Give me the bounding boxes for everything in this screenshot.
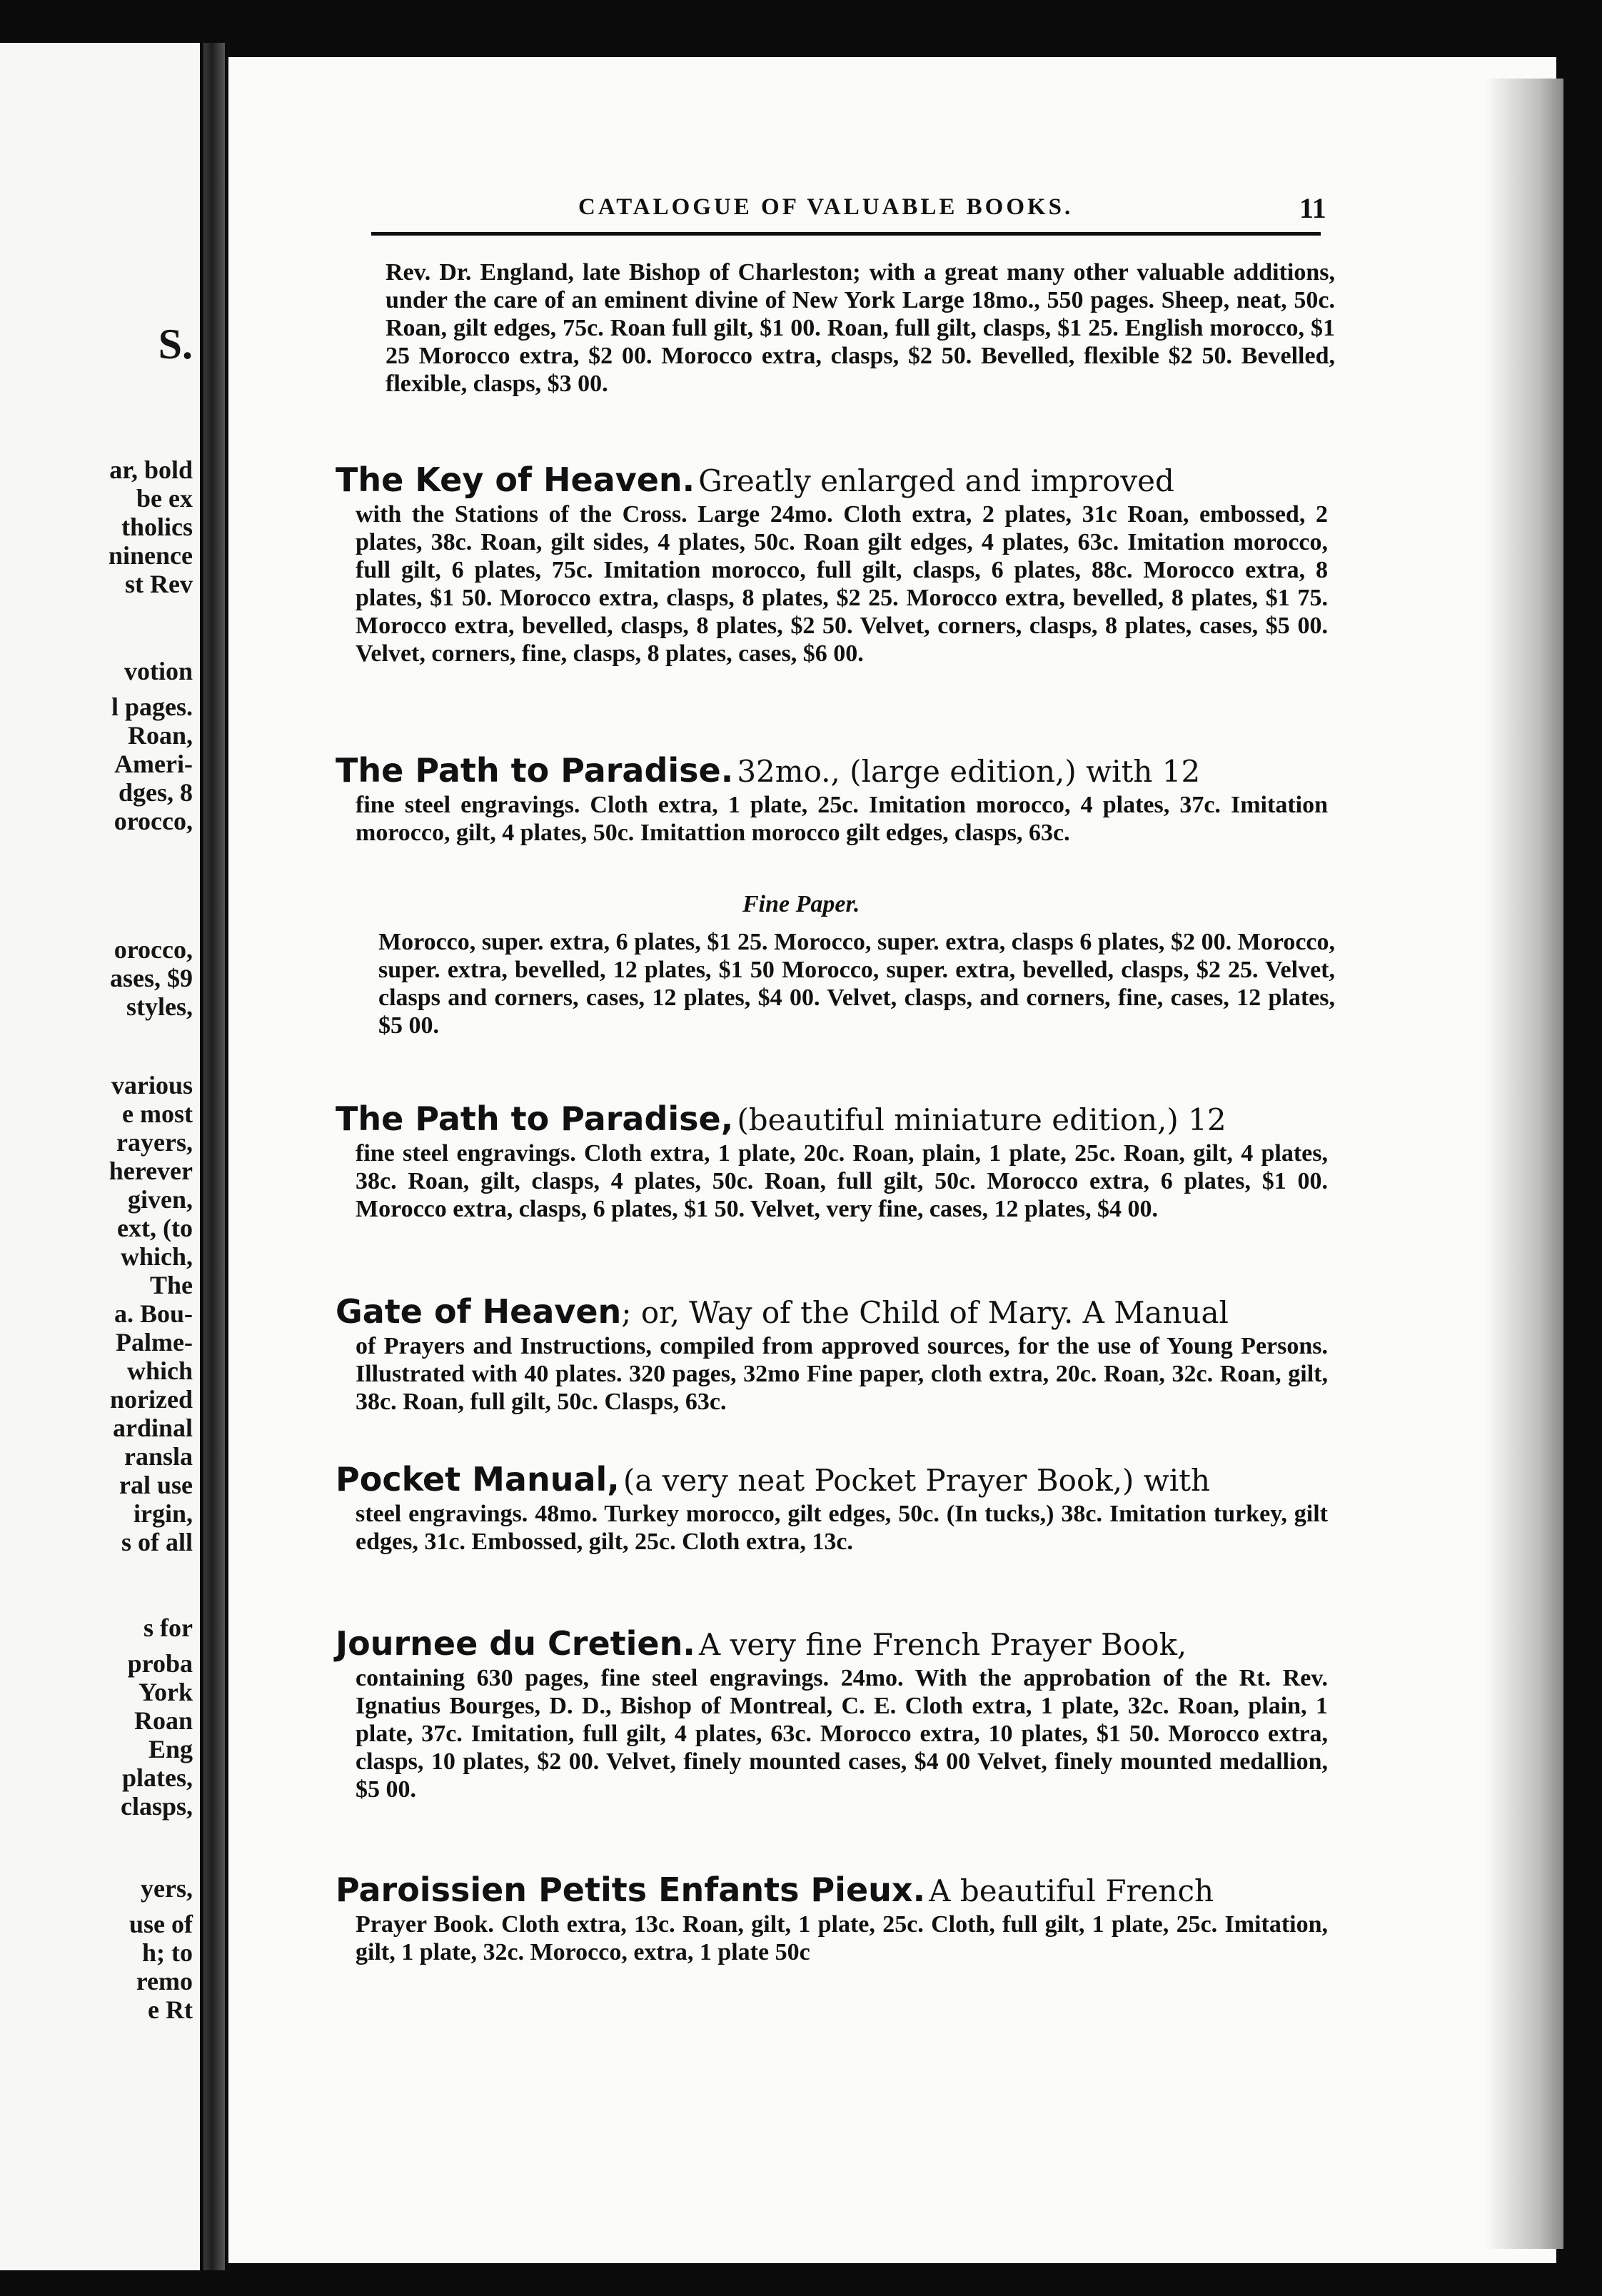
left-fragment: st Rev (125, 570, 193, 598)
left-fragment: ral use (119, 1471, 193, 1499)
entry-description: steel engravings. 48mo. Turkey morocco, gilt edges, 50c. (In tucks,) 38c. Imitation turkey, gilt edges, 31c. Embossed, gilt, 25c. Cloth extra, 13c. (356, 1501, 1328, 1555)
left-fragment: l pages. (111, 693, 193, 721)
catalogue-entry (336, 460, 1328, 668)
entry-description: with the Stations of the Cross. Large 24mo. Cloth extra, 2 plates, 31c Roan, embossed, 2 plates, 38c. Roan, gilt sides, 4 plates, 50c. Roan gilt edges, 4 plates, 63c. Imitation morocco, full gilt, 6 plates, 75c. Imitation morocco, full gilt, clasps, 6 plates, 88c. Morocco extra, 8 plates, $1 50. Morocco extra, clasps, 8 plates, $2 25. Morocco extra, bevelled, 8 plates, $1 75. Morocco extra, bevelled, clasps, 8 plates, $2 50. Velvet, corners, clasps, 8 plates, cases, $5 00. Velvet, corners, fine, clasps, 8 plates, cases, $6 00. (356, 501, 1328, 667)
left-fragment: The (149, 1271, 193, 1299)
left-fragment: remo (136, 1967, 193, 1995)
left-fragment: which, (120, 1242, 193, 1271)
entry-description: containing 630 pages, fine steel engravings. 24mo. With the approbation of the Rt. Rev. Ignatius Bourges, D. D., Bishop of Montreal, C. E. Cloth extra, 1 plate, 32c. Roan, plain, 1 plate, 37c. Imitation, full gilt, 4 plates, 63c. Morocco extra, 10 plates, $1 50. Morocco extra, clasps, 10 plates, $2 00. Velvet, finely mounted cases, $4 00 Velvet, finely mounted medallion, $5 00. (356, 1665, 1328, 1803)
left-fragment: a. Bou- (114, 1299, 193, 1328)
left-fragment: orocco, (114, 807, 193, 835)
left-fragment: Roan (134, 1706, 193, 1735)
entry-lead: A very fine French Prayer Book, (698, 1627, 1187, 1662)
book-spine (203, 43, 225, 2270)
entry-lead: (beautiful miniature edition,) 12 (737, 1102, 1226, 1137)
left-fragment: herever (109, 1157, 193, 1185)
left-fragment: s of all (121, 1528, 193, 1556)
continuation-text: Rev. Dr. England, late Bishop of Charleston; with a great many other valuable additions, under the care of an eminent divine of New York Large 18mo., 550 pages. Sheep, neat, 50c. Roan, gilt edges, 75c. Roan full gilt, $1 00. Roan, full gilt, clasps, $1 25. English morocco, $1 25 Morocco extra, $2 00. Morocco extra, clasps, $2 50. Bevelled, flexible $2 50. Bevelled, flexible, clasps, $3 00. (386, 259, 1335, 397)
entry-description: fine steel engravings. Cloth extra, 1 plate, 20c. Roan, plain, 1 plate, 25c. Roan, gilt, 4 plates, 38c. Roan, gilt, clasps, 4 plates, 50c. Roan, full gilt, 50c. Morocco extra, 6 plates, $1 00. Morocco extra, clasps, 6 plates, $1 50. Velvet, very fine, cases, 12 plates, $4 00. (356, 1140, 1328, 1222)
left-fragment: which (126, 1356, 193, 1385)
page-header: CATALOGUE OF VALUABLE BOOKS. (578, 194, 1074, 220)
left-fragment: e most (122, 1099, 193, 1128)
left-fragment: Roan, (127, 721, 193, 750)
entry-description: fine steel engravings. Cloth extra, 1 plate, 25c. Imitation morocco, 4 plates, 37c. Imitation morocco, gilt, 4 plates, 50c. Imitattion morocco gilt edges, clasps, 63c. (356, 792, 1328, 846)
left-fragment: rayers, (116, 1128, 193, 1157)
left-fragment: Palme- (116, 1328, 193, 1356)
left-fragment: yers, (141, 1874, 193, 1903)
left-fragment: norized (110, 1385, 193, 1414)
entry-lead: 32mo., (large edition,) with 12 (737, 754, 1201, 789)
left-fragment: be ex (136, 484, 193, 513)
catalogue-entry (336, 1099, 1328, 1223)
left-fragment: use of (129, 1910, 193, 1938)
entry-title: Paroissien Petits Enfants Pieux. (336, 1870, 926, 1909)
left-fragment: h; to (142, 1938, 193, 1967)
left-fragment: ext, (to (117, 1214, 193, 1242)
fine-paper-heading: Fine Paper. (742, 891, 860, 917)
left-page (0, 43, 200, 2270)
left-fragment: s for (143, 1613, 193, 1642)
entry-lead: ; or, Way of the Child of Mary. A Manual (621, 1295, 1229, 1330)
left-fragment: S. (158, 321, 193, 368)
left-fragment: e Rt (148, 1995, 193, 2024)
left-fragment: York (138, 1678, 193, 1706)
catalogue-entry (336, 1460, 1328, 1556)
entry-title: The Key of Heaven. (336, 460, 695, 499)
entry-lead: (a very neat Pocket Prayer Book,) with (623, 1463, 1211, 1498)
left-fragment: various (111, 1071, 193, 1099)
entry-title: Pocket Manual, (336, 1460, 620, 1499)
left-fragment: proba (127, 1649, 193, 1678)
left-fragment: votion (124, 657, 193, 685)
catalogue-entry (336, 1870, 1328, 1966)
entry-title: Gate of Heaven (336, 1292, 622, 1331)
catalogue-entry (336, 1624, 1328, 1803)
left-fragment: irgin, (133, 1499, 193, 1528)
left-fragment: ardinal (112, 1414, 193, 1442)
page-edge (1485, 79, 1563, 2249)
left-fragment: Ameri- (114, 750, 193, 778)
entry-lead: A beautiful French (929, 1873, 1214, 1908)
left-fragment: orocco, (114, 935, 193, 964)
catalogue-entry (336, 751, 1328, 847)
left-fragment: ninence (108, 541, 193, 570)
page-number: 11 (1299, 192, 1326, 224)
catalogue-entry (336, 1292, 1328, 1416)
entry-title: Journee du Cretien. (336, 1624, 695, 1663)
left-fragment: ases, $9 (110, 964, 193, 992)
left-fragment: ar, bold (109, 455, 193, 484)
header-rule (371, 232, 1321, 236)
entry-title: The Path to Paradise. (336, 751, 734, 790)
entry-title: The Path to Paradise, (336, 1099, 734, 1138)
left-fragment: tholics (121, 513, 193, 541)
left-fragment: given, (127, 1185, 193, 1214)
left-fragment: clasps, (120, 1792, 193, 1821)
left-fragment: plates, (122, 1763, 193, 1792)
left-fragment: Eng (148, 1735, 193, 1763)
entry-lead: Greatly enlarged and improved (698, 463, 1174, 498)
entry-description: of Prayers and Instructions, compiled from approved sources, for the use of Young Persons. Illustrated with 40 plates. 320 pages, 32mo Fine paper, cloth extra, 20c. Roan, 32c. Roan, gilt, 38c. Roan, full gilt, 50c. Clasps, 63c. (356, 1333, 1328, 1415)
fine-paper-text: Morocco, super. extra, 6 plates, $1 25. Morocco, super. extra, clasps 6 plates, $2 00. Morocco, super. extra, bevelled, 12 plates, $1 50 Morocco, super. extra, bevelled, clasps, $2 25. Velvet, clasps and corners, cases, 12 plates, $4 00. Velvet, clasps, and corners, fine, cases, 12 plates, $5 00. (378, 929, 1335, 1039)
left-fragment: dges, 8 (118, 778, 193, 807)
entry-description: Prayer Book. Cloth extra, 13c. Roan, gilt, 1 plate, 25c. Cloth, full gilt, 1 plate, 25c. Imitation, gilt, 1 plate, 32c. Morocco, extra, 1 plate 50c (356, 1911, 1328, 1965)
left-fragment: ransla (124, 1442, 193, 1471)
left-fragment: styles, (126, 992, 193, 1021)
